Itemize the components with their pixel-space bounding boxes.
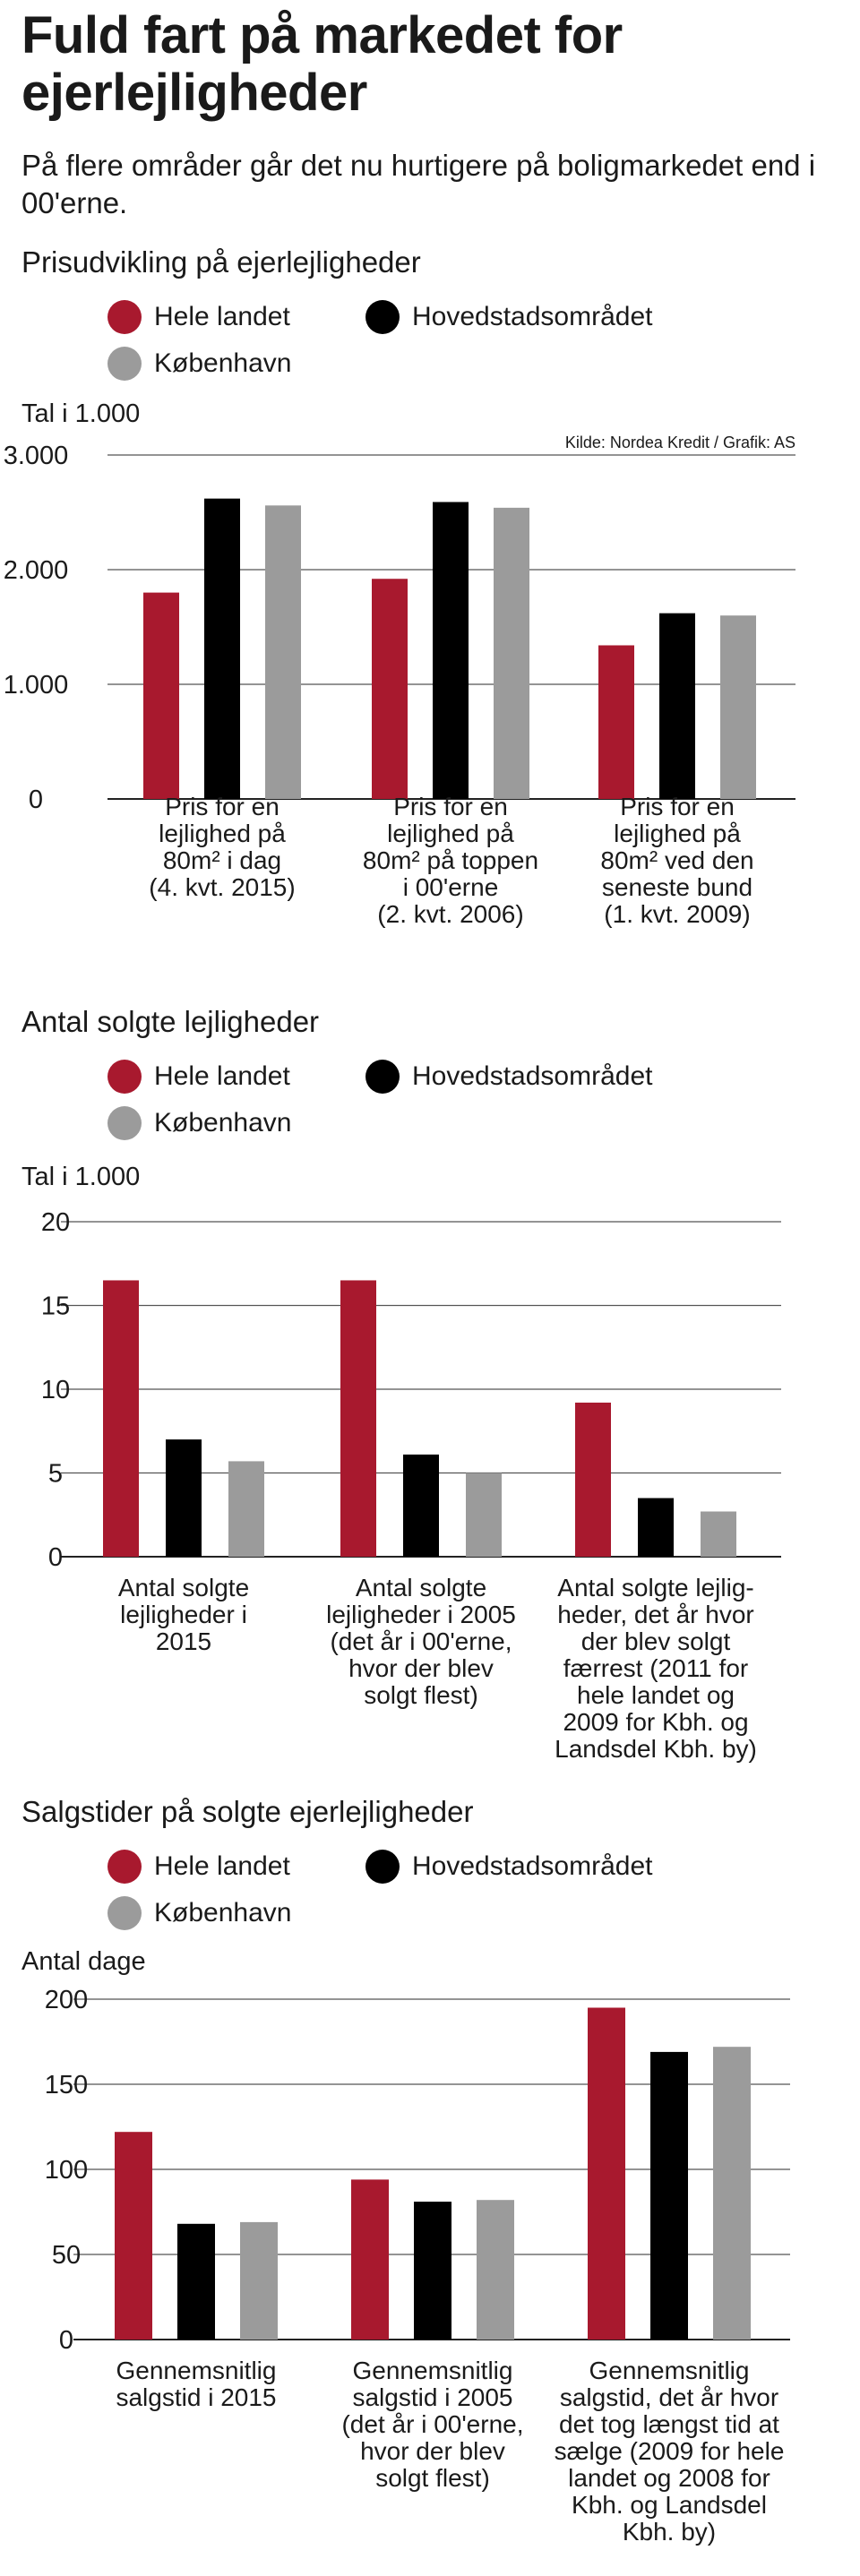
bar (372, 579, 408, 799)
x-category-label: Kbh. by) (622, 2518, 717, 2546)
legend-item-hele-landet (108, 1060, 290, 1094)
bar (351, 2179, 389, 2340)
x-category-label: heder, det år hvor (557, 1601, 754, 1628)
bar (659, 614, 695, 799)
chart-2-y-unit: Tal i 1.000 (22, 1163, 141, 1191)
legend-item-hovedstadsomraadet (366, 1850, 652, 1884)
x-category-label: (det år i 00'erne, (330, 1627, 512, 1655)
bar (433, 502, 469, 799)
x-category-label: landet og 2008 for (568, 2464, 770, 2492)
legend-item-koebenhavn (108, 347, 291, 381)
legend-label: Hele landet (154, 1851, 290, 1881)
bar (477, 2200, 514, 2340)
x-category-label: sælge (2009 for hele (554, 2437, 785, 2465)
legend-item-hovedstadsomraadet (366, 1060, 652, 1094)
page-title: Fuld fart på markedet for ejerlejligheder (22, 6, 623, 122)
legend-swatch-red (108, 1850, 142, 1884)
y-tick-label: 3.000 (3, 442, 69, 470)
x-category-label: solgt flest) (375, 2464, 490, 2492)
x-category-label: lejlighed på (159, 820, 286, 847)
bar (701, 1512, 736, 1557)
x-category-label: salgstid, det år hvor (559, 2383, 779, 2411)
x-category-label: Gennemsnitlig (352, 2357, 513, 2384)
bar (713, 2047, 751, 2340)
x-category-label: hvor der blev (348, 1654, 494, 1682)
bar (598, 645, 634, 799)
legend-label: København (154, 348, 292, 378)
x-category-label: 80m² i dag (162, 846, 282, 874)
bar (403, 1455, 439, 1557)
x-category-label: (4. kvt. 2015) (149, 873, 296, 901)
chart-2-legend (0, 1055, 860, 1154)
legend-label: Hovedstadsområdet (412, 1851, 653, 1881)
y-tick-label: 50 (51, 2241, 82, 2270)
bar (166, 1439, 202, 1557)
legend-label: Hovedstadsområdet (412, 1061, 653, 1091)
x-category-label: hele landet og (577, 1681, 735, 1709)
y-tick-label: 0 (47, 1543, 64, 1572)
x-category-label: hvor der blev (360, 2437, 505, 2465)
legend-label: Hele landet (154, 1061, 290, 1091)
x-category-label: 80m² på toppen (362, 846, 539, 874)
chart-1-title: Prisudvikling på ejerlejligheder (22, 245, 421, 279)
bar (638, 1498, 674, 1557)
chart-2-title: Antal solgte lejligheder (22, 1005, 320, 1038)
x-category-label: seneste bund (601, 873, 753, 901)
legend-item-hele-landet (108, 1850, 290, 1884)
bar (115, 2132, 152, 2340)
bar (414, 2202, 452, 2340)
legend-swatch-black (366, 1850, 400, 1884)
y-tick-label: 20 (40, 1208, 71, 1237)
x-category-label: Pris for en (165, 793, 280, 820)
bar (204, 499, 240, 799)
x-category-label: (2. kvt. 2006) (377, 900, 524, 928)
y-tick-label: 10 (40, 1376, 71, 1404)
bar (720, 615, 756, 799)
bar (240, 2222, 278, 2340)
legend-item-koebenhavn (108, 1106, 291, 1140)
legend-swatch-black (366, 1060, 400, 1094)
bar (265, 505, 301, 799)
legend-swatch-black (366, 300, 400, 334)
chart-1-legend (0, 296, 860, 394)
x-category-label: Antal solgte (355, 1574, 487, 1601)
x-category-label: salgstid i 2015 (116, 2383, 277, 2411)
x-category-label: det tog længst tid at (559, 2410, 779, 2438)
x-category-label: 80m² ved den (600, 846, 754, 874)
legend-item-hele-landet (108, 300, 290, 334)
bar (103, 1280, 139, 1557)
chart-3-title: Salgstider på solgte ejerlejligheder (22, 1795, 474, 1828)
bar (650, 2052, 688, 2340)
bar (143, 593, 179, 799)
chart-1-plot (0, 421, 860, 976)
bar (340, 1280, 376, 1557)
legend-item-hovedstadsomraadet (366, 300, 652, 334)
x-category-label: lejligheder i 2005 (326, 1601, 516, 1628)
x-category-label: Landsdel Kbh. by) (555, 1735, 757, 1763)
y-tick-label: 15 (40, 1292, 71, 1321)
x-category-label: færrest (2011 for (563, 1654, 749, 1682)
x-category-label: i 00'erne (402, 873, 499, 901)
x-category-label: (1. kvt. 2009) (604, 900, 751, 928)
chart-2-plot (0, 1197, 860, 1770)
x-category-label: salgstid i 2005 (352, 2383, 513, 2411)
bar (177, 2224, 215, 2340)
y-tick-label: 1.000 (3, 671, 69, 700)
x-category-label: lejlighed på (387, 820, 514, 847)
legend-swatch-gray (108, 1896, 142, 1930)
chart-3-legend (0, 1845, 860, 1944)
bar (575, 1403, 611, 1557)
x-category-label: lejligheder i (120, 1601, 247, 1628)
page-subtitle: På flere områder går det nu hurtigere på boligmarkedet end i 00'erne. (22, 149, 816, 219)
bar (588, 2008, 625, 2340)
legend-label: København (154, 1898, 292, 1928)
x-category-label: (det år i 00'erne, (341, 2410, 524, 2438)
y-tick-label: 0 (58, 2326, 74, 2355)
bar (494, 508, 529, 799)
x-category-label: Kbh. og Landsdel (572, 2491, 767, 2519)
x-category-label: Antal solgte lejlig- (557, 1574, 754, 1601)
x-category-label: Pris for en (393, 793, 508, 820)
legend-label: Hovedstadsområdet (412, 302, 653, 331)
legend-swatch-gray (108, 347, 142, 381)
y-tick-label: 150 (44, 2071, 89, 2099)
legend-label: København (154, 1108, 292, 1138)
bar (228, 1461, 264, 1557)
legend-swatch-red (108, 1060, 142, 1094)
x-category-label: Antal solgte (117, 1574, 250, 1601)
y-tick-label: 0 (28, 786, 44, 814)
x-category-label: solgt flest) (364, 1681, 478, 1709)
x-category-label: Gennemsnitlig (589, 2357, 750, 2384)
x-category-label: 2015 (155, 1627, 212, 1655)
x-category-label: der blev solgt (580, 1627, 731, 1655)
y-tick-label: 100 (44, 2156, 89, 2185)
legend-swatch-red (108, 300, 142, 334)
x-category-label: 2009 for Kbh. og (563, 1708, 749, 1736)
x-category-label: lejlighed på (614, 820, 741, 847)
bar (466, 1473, 502, 1558)
chart-1-y-unit: Tal i 1.000 (22, 399, 141, 428)
legend-swatch-gray (108, 1106, 142, 1140)
legend-item-koebenhavn (108, 1896, 291, 1930)
y-tick-label: 200 (44, 1986, 89, 2014)
chart-3-y-unit: Antal dage (22, 1947, 146, 1976)
x-category-label: Gennemsnitlig (116, 2357, 277, 2384)
x-category-label: Pris for en (620, 793, 735, 820)
y-tick-label: 5 (47, 1459, 64, 1489)
legend-label: Hele landet (154, 302, 290, 331)
chart-1-source: Kilde: Nordea Kredit / Grafik: AS (564, 434, 796, 451)
chart-3-plot (0, 1979, 860, 2571)
y-tick-label: 2.000 (3, 556, 69, 585)
